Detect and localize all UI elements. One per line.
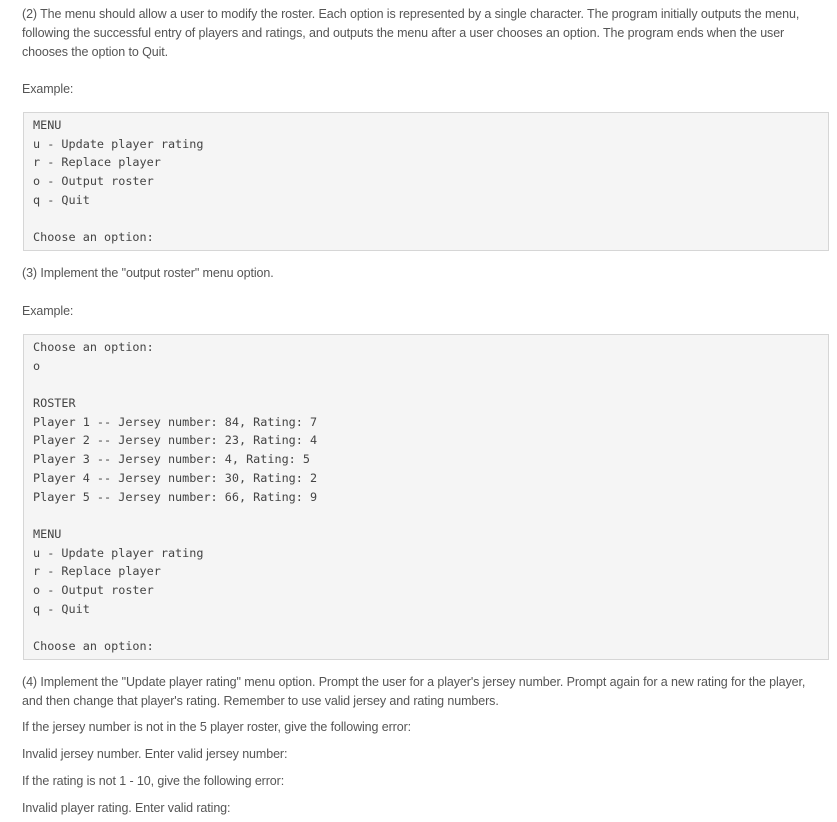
code-line: Player 5 -- Jersey number: 66, Rating: 9 (33, 489, 318, 504)
code-line: u - Update player rating (33, 545, 204, 560)
jersey-error-condition: If the jersey number is not in the 5 player roster, give the following error: (22, 720, 412, 734)
section-2-example-label: Example: (22, 82, 74, 96)
code-line (33, 209, 819, 228)
code-line: Choose an option: (33, 639, 154, 653)
roster-code-block (23, 334, 829, 660)
code-line: Player 2 -- Jersey number: 23, Rating: 4 (33, 433, 318, 448)
code-line: u - Update player rating (33, 136, 204, 151)
code-line (33, 506, 819, 525)
code-line: ROSTER (33, 396, 76, 411)
code-line (33, 618, 819, 637)
menu-code-block (23, 112, 829, 251)
jersey-error-message: Invalid jersey number. Enter valid jersey number: (22, 747, 288, 761)
code-line: q - Quit (33, 601, 90, 616)
code-line: o (33, 358, 41, 373)
section-4-description: (4) Implement the "Update player rating" menu option. Prompt the user for a player's jersey number. Prompt again for a new rating for the player, and then change that player's rating. Remember to use valid jersey and rating numbers. (22, 675, 806, 708)
code-line: r - Replace player (33, 155, 161, 170)
code-line: Player 4 -- Jersey number: 30, Rating: 2 (33, 470, 318, 485)
code-line: o - Output roster (33, 174, 154, 189)
section-3-description: (3) Implement the "output roster" menu option. (22, 266, 274, 280)
section-3-example-label: Example: (22, 304, 74, 318)
code-line: Choose an option: (33, 340, 154, 354)
code-line: q - Quit (33, 192, 90, 207)
code-line: Player 1 -- Jersey number: 84, Rating: 7 (33, 414, 318, 429)
code-line: Player 3 -- Jersey number: 4, Rating: 5 (33, 452, 310, 467)
rating-error-message: Invalid player rating. Enter valid rating: (22, 801, 231, 815)
section-2-description: (2) The menu should allow a user to modify the roster. Each option is represented by a single character. The program initially outputs the menu, following the successful entry of players and ratings, and outputs the menu after a user chooses an option. The program ends when the user chooses the option to Quit. (22, 7, 800, 59)
code-line: MENU (33, 118, 62, 132)
code-line: Choose an option: (33, 230, 154, 245)
code-line (33, 375, 819, 394)
code-line: MENU (33, 526, 62, 541)
rating-error-condition: If the rating is not 1 - 10, give the following error: (22, 774, 285, 788)
code-line: r - Replace player (33, 564, 161, 579)
code-line: o - Output roster (33, 582, 154, 597)
